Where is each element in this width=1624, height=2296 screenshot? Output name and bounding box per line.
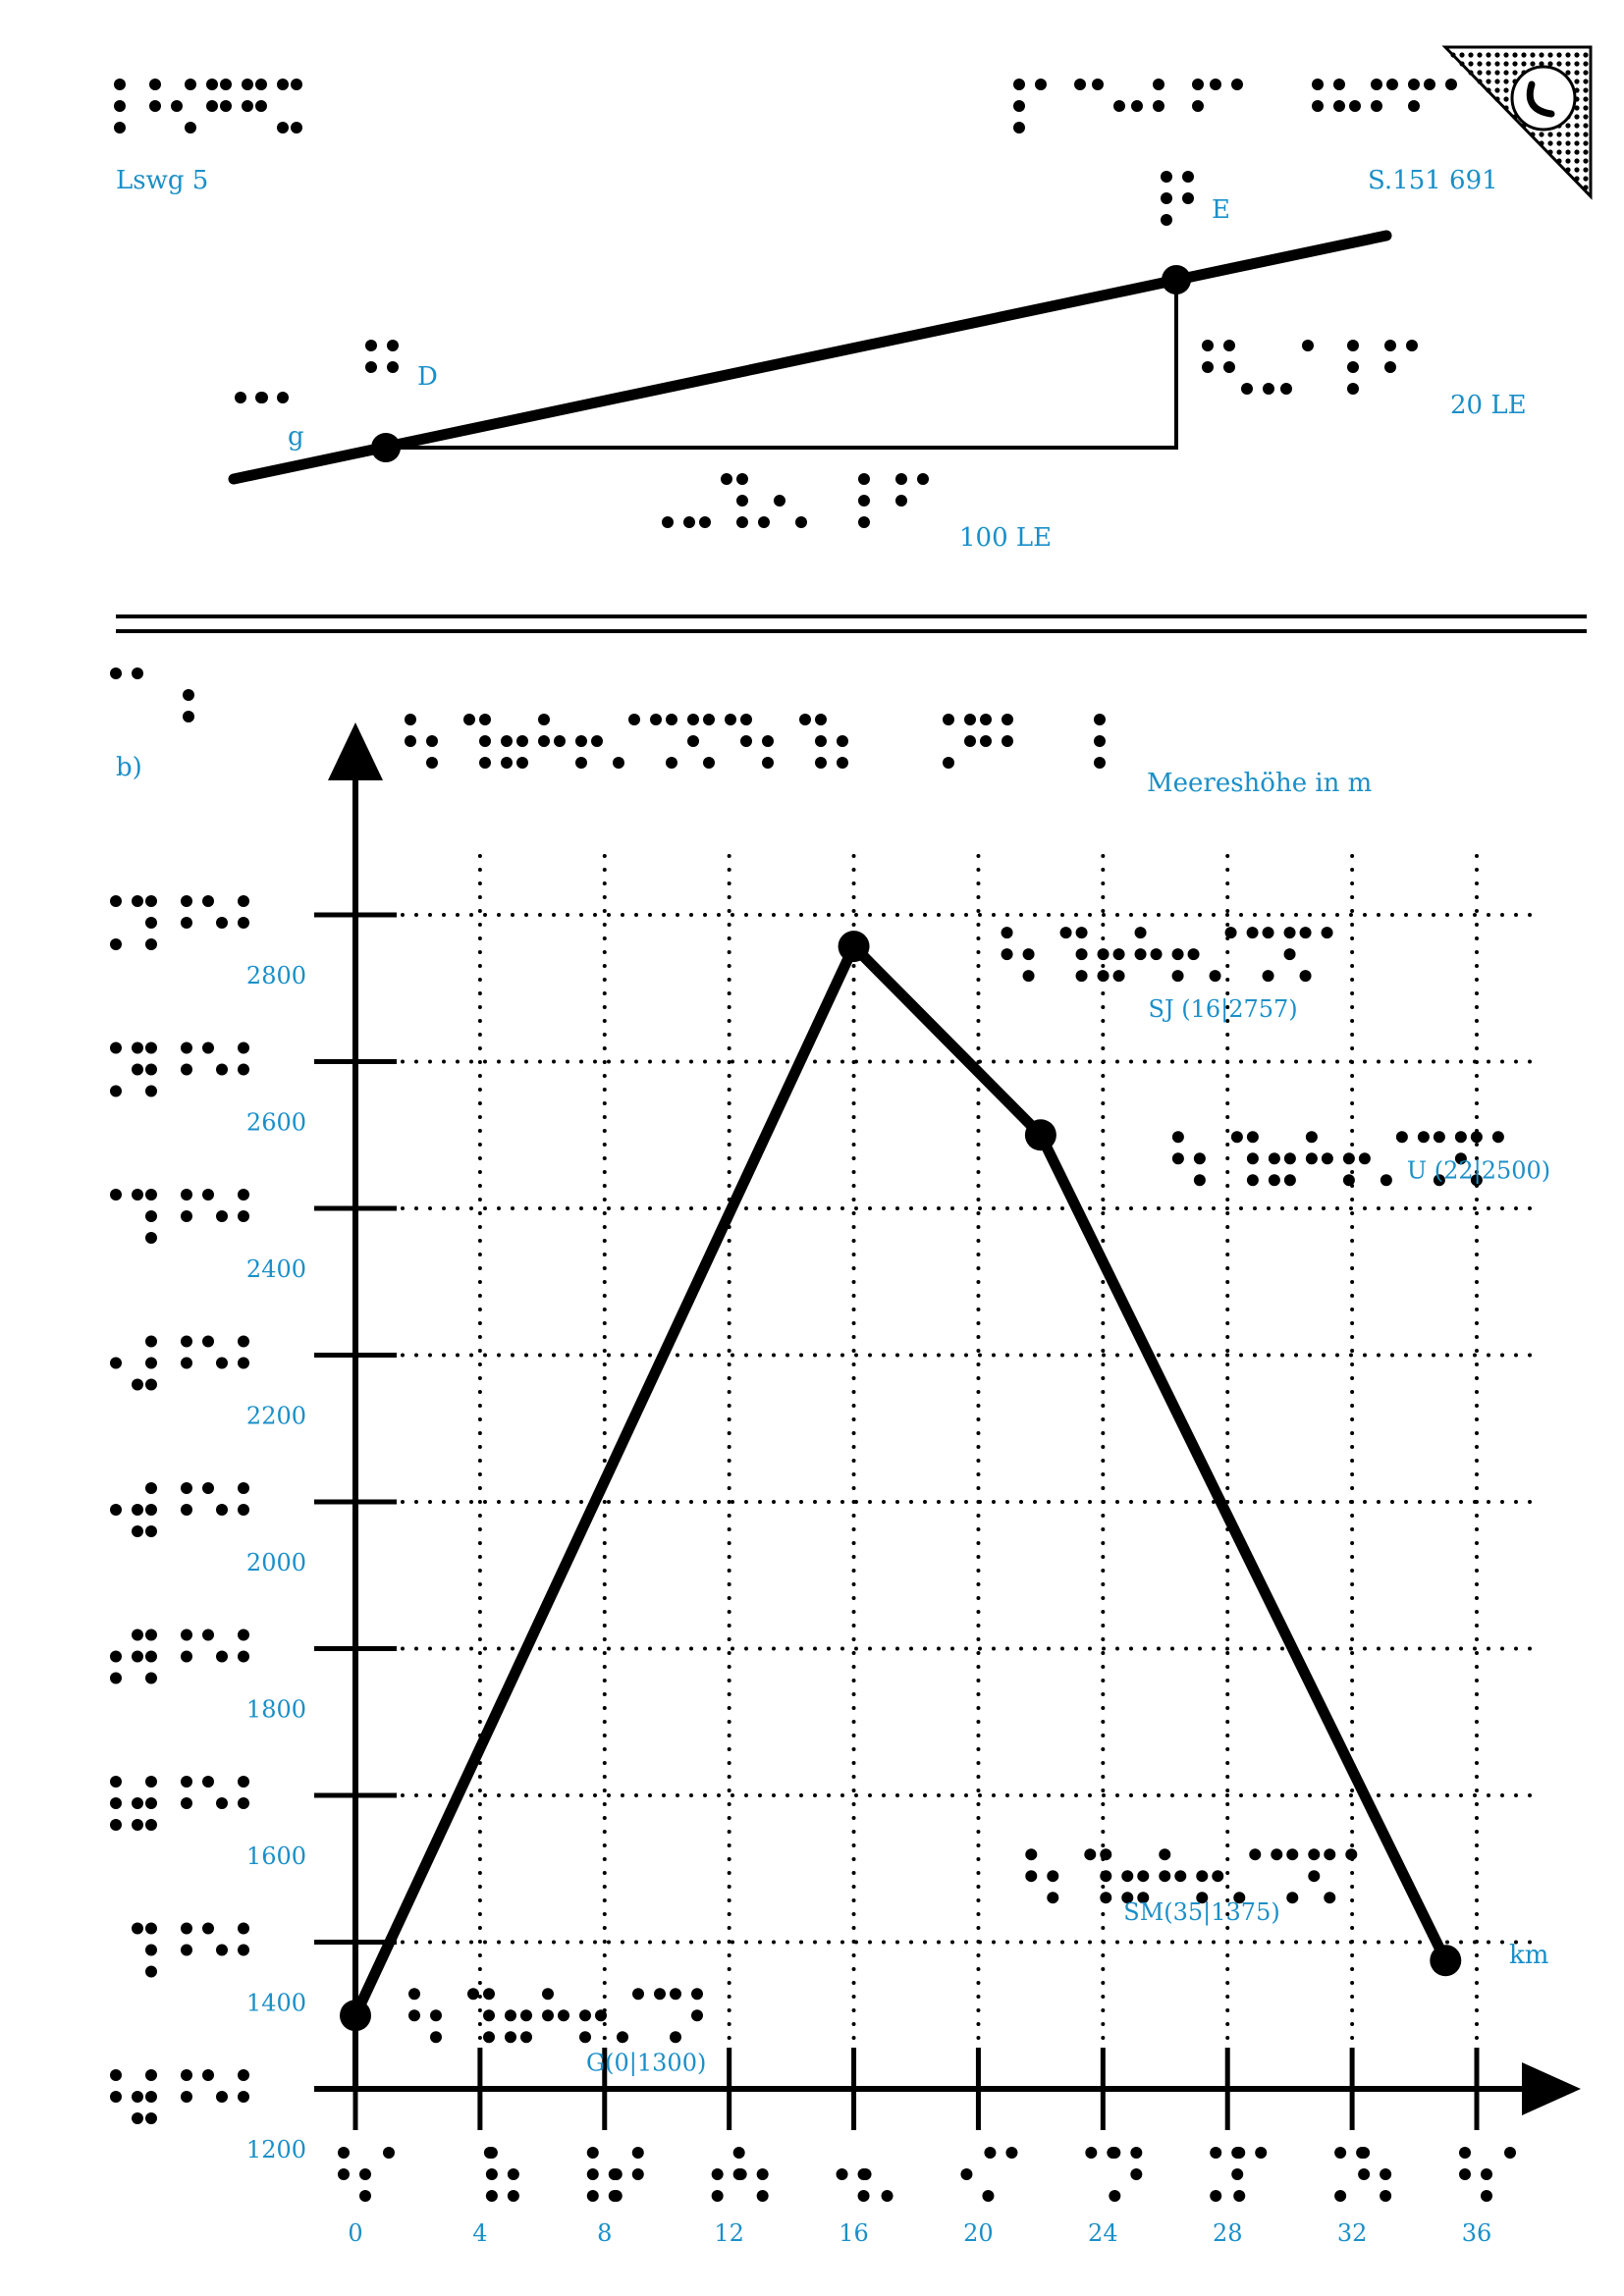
x-tick-label: 32 [1336,2219,1368,2247]
chart-ticks [314,915,1477,2130]
x-axis-unit: km [1509,1941,1549,1970]
header-right-braille [1013,79,1457,133]
x-tick-label: 0 [348,2219,363,2247]
line-g [234,236,1386,479]
chart-grid [403,856,1538,2061]
y-tick-label: 1600 [245,1842,306,1870]
horizontal-leg-label: 100 LE [959,523,1053,553]
altitude-chart [110,722,1581,2247]
profile-point-label: SJ (16|2757) [1148,995,1298,1024]
y-tick-label: 1400 [245,1989,306,2017]
y-tick-label: 1800 [245,1695,306,1724]
x-tick-label: 20 [963,2219,994,2247]
profile-point [1430,1945,1461,1976]
point-e-label: E [1212,195,1230,225]
header-right-code: S.151 691 [1368,166,1498,195]
line-g-label: g [288,422,304,452]
profile-point [340,2000,371,2031]
y-axis-title: Meereshöhe in m [1147,769,1373,798]
header-left-braille [114,79,302,133]
x-tick-label: 8 [597,2219,613,2247]
y-tick-label: 1200 [245,2136,306,2163]
slope-diagram [234,171,1527,553]
y-tick-label: 2400 [245,1255,306,1283]
point-d-label: D [417,362,438,392]
chart-tick-labels [110,895,1516,2247]
profile-point [839,931,870,962]
profile-point-label: G(0|1300) [586,2049,707,2077]
chart-axes [314,722,1581,2115]
y-axis-arrow-icon [328,722,383,780]
profile-point [1025,1119,1056,1150]
x-tick-label: 16 [839,2219,869,2247]
point-e [1162,265,1191,294]
x-tick-label: 12 [714,2219,744,2247]
x-tick-label: 28 [1212,2219,1243,2247]
x-axis-arrow-icon [1522,2062,1581,2115]
chart-series [340,931,1461,2031]
x-tick-label: 4 [472,2219,488,2247]
y-tick-label: 2800 [245,962,306,989]
x-tick-label: 36 [1461,2219,1492,2247]
y-tick-label: 2000 [245,1549,306,1576]
y-tick-label: 2600 [245,1108,306,1137]
x-tick-label: 24 [1088,2219,1118,2247]
vertical-leg-label: 20 LE [1450,391,1527,420]
y-tick-label: 2200 [245,1402,306,1430]
header-left-code: Lswg 5 [116,166,209,195]
profile-point-label: U (22|2500) [1406,1156,1551,1185]
chart-braille-labels [110,667,1106,769]
point-d [371,433,401,462]
profile-point-label: SM(35|1375) [1123,1898,1280,1927]
section-label-b: b) [116,753,142,782]
